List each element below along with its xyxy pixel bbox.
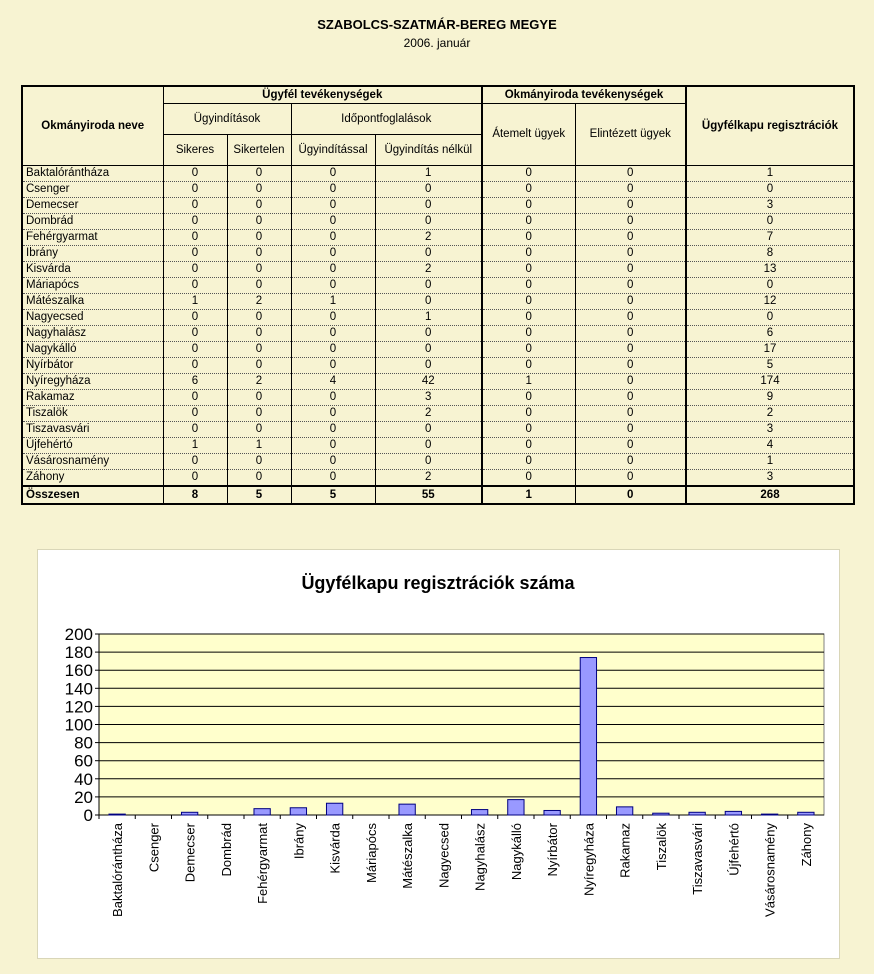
bar — [544, 810, 560, 815]
y-tick-label: 60 — [74, 751, 93, 771]
cell-atemelt: 0 — [482, 422, 575, 438]
cell-sikertelen: 0 — [227, 342, 291, 358]
cell-sikeres: 0 — [163, 182, 227, 198]
office-name-cell: Mátészalka — [22, 294, 163, 310]
cell-ugyinditassal: 0 — [291, 182, 375, 198]
cell-sikertelen: 0 — [227, 470, 291, 487]
cell-elintezett: 0 — [575, 390, 686, 406]
header-office-activities: Okmányiroda tevékenységek — [482, 86, 686, 104]
cell-ugyfelkapu: 3 — [686, 470, 854, 487]
cell-ugyinditassal: 4 — [291, 374, 375, 390]
cell-atemelt: 0 — [482, 214, 575, 230]
office-name-cell: Tiszavasvári — [22, 422, 163, 438]
cell-ugyinditassal: 0 — [291, 438, 375, 454]
cell-elintezett: 0 — [575, 470, 686, 487]
cell-sikertelen: 0 — [227, 182, 291, 198]
header-without-initiation: Ügyindítás nélkül — [375, 135, 482, 166]
chart-panel — [37, 549, 840, 959]
cell-sikeres: 1 — [163, 294, 227, 310]
table-row — [22, 310, 854, 326]
cell-ugyfelkapu: 3 — [686, 198, 854, 214]
y-tick-label: 200 — [64, 625, 93, 644]
bar — [725, 811, 741, 815]
cell-ugyinditassal: 0 — [291, 358, 375, 374]
cell-ugyinditas_nelkul: 2 — [375, 262, 482, 278]
header-office-name: Okmányiroda neve — [22, 86, 163, 166]
cell-atemelt: 0 — [482, 310, 575, 326]
cell-ugyinditassal: 0 — [291, 326, 375, 342]
cell-ugyinditas_nelkul: 2 — [375, 470, 482, 487]
table-row — [22, 278, 854, 294]
total-atemelt: 1 — [482, 486, 575, 504]
cell-ugyfelkapu: 0 — [686, 182, 854, 198]
cell-ugyfelkapu: 3 — [686, 422, 854, 438]
office-name-cell: Dombrád — [22, 214, 163, 230]
cell-ugyinditas_nelkul: 0 — [375, 342, 482, 358]
cell-atemelt: 0 — [482, 182, 575, 198]
table-row — [22, 198, 854, 214]
header-client-gate-registrations: Ügyfélkapu regisztrációk — [686, 86, 854, 166]
cell-atemelt: 0 — [482, 230, 575, 246]
bar — [181, 812, 197, 815]
total-row — [22, 486, 854, 504]
cell-ugyfelkapu: 0 — [686, 278, 854, 294]
office-name-cell: Baktalórántháza — [22, 166, 163, 182]
bar — [399, 804, 415, 815]
table-row — [22, 358, 854, 374]
cell-atemelt: 0 — [482, 406, 575, 422]
office-name-cell: Nyírbátor — [22, 358, 163, 374]
office-name-cell: Ibrány — [22, 246, 163, 262]
cell-ugyinditassal: 0 — [291, 198, 375, 214]
office-name-cell: Fehérgyarmat — [22, 230, 163, 246]
cell-ugyinditas_nelkul: 0 — [375, 182, 482, 198]
cell-sikeres: 0 — [163, 246, 227, 262]
cell-ugyinditassal: 0 — [291, 390, 375, 406]
cell-sikertelen: 0 — [227, 454, 291, 470]
cell-ugyfelkapu: 7 — [686, 230, 854, 246]
cell-atemelt: 0 — [482, 342, 575, 358]
cell-elintezett: 0 — [575, 246, 686, 262]
cell-sikertelen: 0 — [227, 198, 291, 214]
office-name-cell: Nagyhalász — [22, 326, 163, 342]
bar — [508, 800, 524, 815]
cell-ugyinditassal: 0 — [291, 214, 375, 230]
cell-elintezett: 0 — [575, 182, 686, 198]
cell-ugyfelkapu: 1 — [686, 166, 854, 182]
office-name-cell: Nagykálló — [22, 342, 163, 358]
total-ugyinditassal: 5 — [291, 486, 375, 504]
y-tick-label: 140 — [64, 679, 93, 699]
bar — [653, 813, 669, 815]
cell-ugyfelkapu: 1 — [686, 454, 854, 470]
cell-elintezett: 0 — [575, 198, 686, 214]
cell-sikeres: 0 — [163, 166, 227, 182]
cell-atemelt: 0 — [482, 262, 575, 278]
cell-sikeres: 0 — [163, 406, 227, 422]
cell-elintezett: 0 — [575, 214, 686, 230]
cell-atemelt: 0 — [482, 294, 575, 310]
cell-atemelt: 0 — [482, 390, 575, 406]
bar — [471, 810, 487, 815]
office-name-cell: Újfehértó — [22, 438, 163, 454]
cell-sikertelen: 1 — [227, 438, 291, 454]
table-row — [22, 262, 854, 278]
cell-atemelt: 0 — [482, 454, 575, 470]
header-successful: Sikeres — [163, 135, 227, 166]
y-tick-label: 0 — [83, 806, 93, 825]
cell-ugyinditas_nelkul: 0 — [375, 326, 482, 342]
cell-atemelt: 0 — [482, 358, 575, 374]
table-row — [22, 374, 854, 390]
x-tick-label: Dombrád — [218, 823, 234, 877]
page-subtitle: 2006. január — [403, 36, 471, 50]
cell-atemelt: 0 — [482, 278, 575, 294]
x-tick-label: Tiszavasvári — [690, 823, 706, 895]
office-name-cell: Demecser — [22, 198, 163, 214]
cell-ugyinditas_nelkul: 42 — [375, 374, 482, 390]
cell-ugyfelkapu: 4 — [686, 438, 854, 454]
cell-sikeres: 0 — [163, 390, 227, 406]
table-row — [22, 326, 854, 342]
bar — [689, 812, 705, 815]
x-tick-label: Tiszalök — [653, 823, 669, 871]
cell-ugyinditassal: 0 — [291, 166, 375, 182]
cell-sikertelen: 0 — [227, 326, 291, 342]
cell-sikertelen: 0 — [227, 262, 291, 278]
cell-sikertelen: 0 — [227, 230, 291, 246]
cell-ugyfelkapu: 12 — [686, 294, 854, 310]
cell-ugyinditas_nelkul: 1 — [375, 310, 482, 326]
cell-ugyfelkapu: 9 — [686, 390, 854, 406]
cell-ugyfelkapu: 0 — [686, 310, 854, 326]
cell-sikeres: 0 — [163, 278, 227, 294]
cell-ugyfelkapu: 174 — [686, 374, 854, 390]
x-tick-label: Nagyecsed — [436, 823, 452, 889]
bar — [290, 808, 306, 815]
x-tick-label: Nyírbátor — [545, 823, 561, 877]
cell-ugyinditas_nelkul: 1 — [375, 166, 482, 182]
table-row — [22, 246, 854, 262]
cell-sikertelen: 2 — [227, 374, 291, 390]
y-tick-label: 80 — [74, 733, 93, 753]
cell-ugyfelkapu: 2 — [686, 406, 854, 422]
cell-sikertelen: 0 — [227, 166, 291, 182]
cell-sikeres: 0 — [163, 342, 227, 358]
cell-sikeres: 6 — [163, 374, 227, 390]
office-name-cell: Csenger — [22, 182, 163, 198]
cell-ugyinditassal: 0 — [291, 278, 375, 294]
total-ugyinditas-nelkul: 55 — [375, 486, 482, 504]
cell-elintezett: 0 — [575, 230, 686, 246]
cell-ugyinditassal: 0 — [291, 262, 375, 278]
office-name-cell: Kisvárda — [22, 262, 163, 278]
table-row — [22, 342, 854, 358]
table-row — [22, 438, 854, 454]
cell-sikertelen: 0 — [227, 310, 291, 326]
cell-ugyinditas_nelkul: 0 — [375, 454, 482, 470]
cell-sikertelen: 0 — [227, 358, 291, 374]
cell-sikeres: 0 — [163, 230, 227, 246]
cell-sikeres: 0 — [163, 198, 227, 214]
bar — [616, 807, 632, 815]
cell-ugyinditassal: 1 — [291, 294, 375, 310]
y-tick-label: 180 — [64, 643, 93, 663]
y-tick-label: 20 — [74, 787, 93, 807]
x-tick-label: Fehérgyarmat — [255, 823, 271, 904]
cell-sikertelen: 0 — [227, 406, 291, 422]
cell-ugyinditas_nelkul: 0 — [375, 198, 482, 214]
header-case-initiations: Ügyindítások — [163, 104, 291, 135]
header-unsuccessful: Sikertelen — [227, 135, 291, 166]
cell-ugyinditas_nelkul: 0 — [375, 438, 482, 454]
chart-title: Ügyfélkapu regisztrációk száma — [301, 573, 575, 593]
x-tick-label: Nagyhalász — [472, 823, 488, 891]
cell-elintezett: 0 — [575, 358, 686, 374]
bar — [254, 809, 270, 815]
cell-ugyinditas_nelkul: 0 — [375, 278, 482, 294]
cell-sikeres: 0 — [163, 470, 227, 487]
cell-atemelt: 0 — [482, 198, 575, 214]
x-tick-label: Nyíregyháza — [581, 823, 597, 896]
cell-elintezett: 0 — [575, 406, 686, 422]
table-row — [22, 390, 854, 406]
cell-elintezett: 0 — [575, 454, 686, 470]
table-row — [22, 294, 854, 310]
cell-sikertelen: 0 — [227, 390, 291, 406]
bar — [761, 814, 777, 815]
bar — [580, 658, 596, 815]
cell-ugyinditassal: 0 — [291, 422, 375, 438]
header-client-activities: Ügyfél tevékenységek — [163, 86, 482, 104]
table-row — [22, 182, 854, 198]
cell-elintezett: 0 — [575, 166, 686, 182]
cell-ugyinditassal: 0 — [291, 246, 375, 262]
office-name-cell: Vásárosnamény — [22, 454, 163, 470]
cell-ugyinditassal: 0 — [291, 310, 375, 326]
cell-ugyfelkapu: 13 — [686, 262, 854, 278]
cell-ugyfelkapu: 0 — [686, 214, 854, 230]
y-tick-label: 100 — [64, 715, 93, 735]
table-row — [22, 422, 854, 438]
total-label: Összesen — [22, 486, 163, 504]
cell-elintezett: 0 — [575, 326, 686, 342]
x-tick-label: Újfehértó — [726, 823, 742, 876]
cell-elintezett: 0 — [575, 294, 686, 310]
cell-elintezett: 0 — [575, 310, 686, 326]
page-title: SZABOLCS-SZATMÁR-BEREG MEGYE — [317, 17, 557, 32]
cell-sikeres: 0 — [163, 358, 227, 374]
cell-sikeres: 0 — [163, 262, 227, 278]
cell-ugyinditas_nelkul: 2 — [375, 406, 482, 422]
x-tick-label: Kisvárda — [327, 823, 343, 874]
cell-ugyfelkapu: 6 — [686, 326, 854, 342]
table-row — [22, 214, 854, 230]
table-row — [22, 166, 854, 182]
cell-sikeres: 0 — [163, 326, 227, 342]
x-tick-label: Mátészalka — [400, 823, 416, 889]
table-row — [22, 230, 854, 246]
cell-ugyinditassal: 0 — [291, 470, 375, 487]
cell-atemelt: 0 — [482, 438, 575, 454]
cell-ugyinditas_nelkul: 0 — [375, 214, 482, 230]
cell-ugyfelkapu: 5 — [686, 358, 854, 374]
x-tick-label: Vásárosnamény — [762, 823, 778, 917]
total-elintezett: 0 — [575, 486, 686, 504]
cell-ugyinditassal: 0 — [291, 230, 375, 246]
cell-atemelt: 0 — [482, 246, 575, 262]
table-row — [22, 470, 854, 487]
cell-sikertelen: 2 — [227, 294, 291, 310]
office-name-cell: Máriapócs — [22, 278, 163, 294]
y-tick-label: 160 — [64, 661, 93, 681]
cell-ugyinditas_nelkul: 2 — [375, 230, 482, 246]
header-completed-cases: Elintézett ügyek — [575, 104, 686, 166]
cell-ugyfelkapu: 8 — [686, 246, 854, 262]
x-tick-label: Baktalórántháza — [110, 823, 126, 917]
cell-sikeres: 0 — [163, 214, 227, 230]
cell-elintezett: 0 — [575, 438, 686, 454]
office-name-cell: Nagyecsed — [22, 310, 163, 326]
x-tick-label: Nagykálló — [508, 823, 524, 881]
cell-ugyinditas_nelkul: 0 — [375, 358, 482, 374]
office-name-cell: Rakamaz — [22, 390, 163, 406]
cell-sikertelen: 0 — [227, 422, 291, 438]
cell-sikeres: 1 — [163, 438, 227, 454]
header-with-initiation: Ügyindítással — [291, 135, 375, 166]
office-name-cell: Nyíregyháza — [22, 374, 163, 390]
x-tick-label: Csenger — [146, 823, 162, 873]
x-tick-label: Záhony — [798, 823, 814, 867]
cell-atemelt: 0 — [482, 470, 575, 487]
x-tick-label: Demecser — [182, 823, 198, 883]
registrations-table — [21, 85, 855, 505]
cell-sikeres: 0 — [163, 310, 227, 326]
cell-elintezett: 0 — [575, 278, 686, 294]
table-row — [22, 454, 854, 470]
cell-atemelt: 0 — [482, 166, 575, 182]
x-tick-label: Ibrány — [291, 823, 307, 860]
cell-atemelt: 0 — [482, 326, 575, 342]
x-tick-label: Rakamaz — [617, 823, 633, 878]
cell-ugyinditassal: 0 — [291, 406, 375, 422]
cell-ugyinditassal: 0 — [291, 342, 375, 358]
header-appointment-bookings: Időpontfoglalások — [291, 104, 482, 135]
cell-elintezett: 0 — [575, 422, 686, 438]
y-tick-label: 40 — [74, 769, 93, 789]
total-sikertelen: 5 — [227, 486, 291, 504]
cell-elintezett: 0 — [575, 262, 686, 278]
total-ugyfelkapu: 268 — [686, 486, 854, 504]
cell-ugyinditas_nelkul: 0 — [375, 294, 482, 310]
office-name-cell: Tiszalök — [22, 406, 163, 422]
cell-atemelt: 1 — [482, 374, 575, 390]
cell-sikeres: 0 — [163, 422, 227, 438]
x-tick-label: Máriapócs — [363, 823, 379, 883]
cell-ugyinditas_nelkul: 3 — [375, 390, 482, 406]
header-transferred-cases: Átemelt ügyek — [482, 104, 575, 166]
bar — [798, 812, 814, 815]
bar — [326, 803, 342, 815]
cell-ugyinditas_nelkul: 0 — [375, 246, 482, 262]
cell-elintezett: 0 — [575, 342, 686, 358]
cell-sikertelen: 0 — [227, 278, 291, 294]
cell-sikertelen: 0 — [227, 214, 291, 230]
cell-sikertelen: 0 — [227, 246, 291, 262]
office-name-cell: Záhony — [22, 470, 163, 487]
bar — [109, 814, 125, 815]
cell-ugyinditassal: 0 — [291, 454, 375, 470]
registrations-bar-chart — [38, 550, 839, 958]
cell-elintezett: 0 — [575, 374, 686, 390]
total-sikeres: 8 — [163, 486, 227, 504]
cell-sikeres: 0 — [163, 454, 227, 470]
table-row — [22, 406, 854, 422]
cell-ugyfelkapu: 17 — [686, 342, 854, 358]
cell-ugyinditas_nelkul: 0 — [375, 422, 482, 438]
y-tick-label: 120 — [64, 697, 93, 717]
